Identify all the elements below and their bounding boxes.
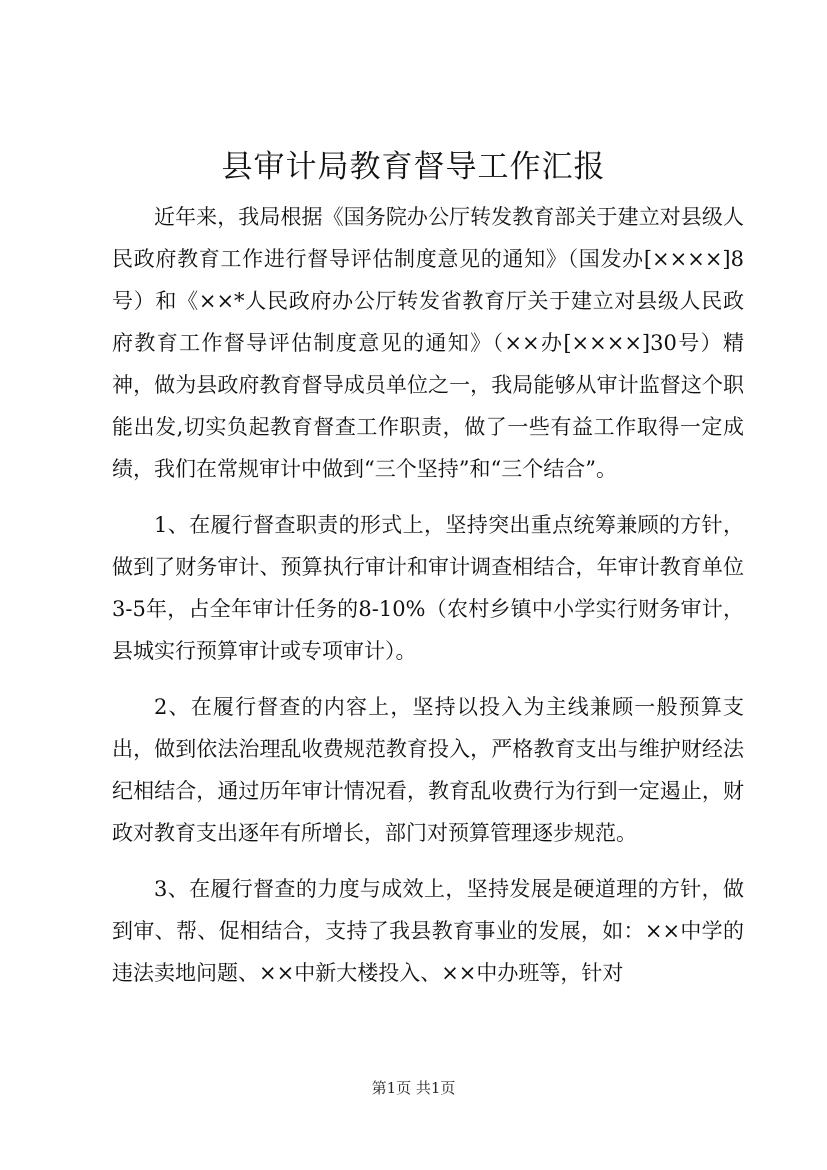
document-title: 县审计局教育督导工作汇报 <box>221 149 606 185</box>
paragraph-3: 3、在履行督查的力度与成效上，坚持发展是硬道理的方针，做到审、帮、促相结合，支持了我县教育事业的发展，如：××中学的违法卖地问题、××中新大楼投入、××中办班等，针对 <box>112 877 744 985</box>
paragraph-1: 1、在履行督查职责的形式上，坚持突出重点统筹兼顾的方针，做到了财务审计、预算执行审计和审计调查相结合，年审计教育单位3-5年，占全年审计任务的8-10%（农村乡镇中小学实行财务审计，县城实行预算审计或专项审计）。 <box>112 513 744 663</box>
document-body <box>112 196 744 994</box>
paragraph-2: 2、在履行督查的内容上，坚持以投入为主线兼顾一般预算支出，做到依法治理乱收费规范教育投入，严格教育支出与维护财经法纪相结合，通过历年审计情况看，教育乱收费行为行到一定遏止，财政对教育支出逐年有所增长，部门对预算管理逐步规范。 <box>112 695 744 845</box>
page-number-footer: 第1页 共1页 <box>371 1079 456 1097</box>
paragraph-intro: 近年来，我局根据《国务院办公厅转发教育部关于建立对县级人民政府教育工作进行督导评估制度意见的通知》（国发办[××××]8号）和《××*人民政府办公厅转发省教育厅关于建立对县级人民政府教育工作督导评估制度意见的通知》（××办[××××]30号）精神，做为县政府教育督导成员单位之一，我局能够从审计监督这个职能出发,切实负起教育督查工作职责，做了一些有益工作取得一定成绩，我们在常规审计中做到“三个坚持”和“三个结合”。 <box>112 205 744 481</box>
